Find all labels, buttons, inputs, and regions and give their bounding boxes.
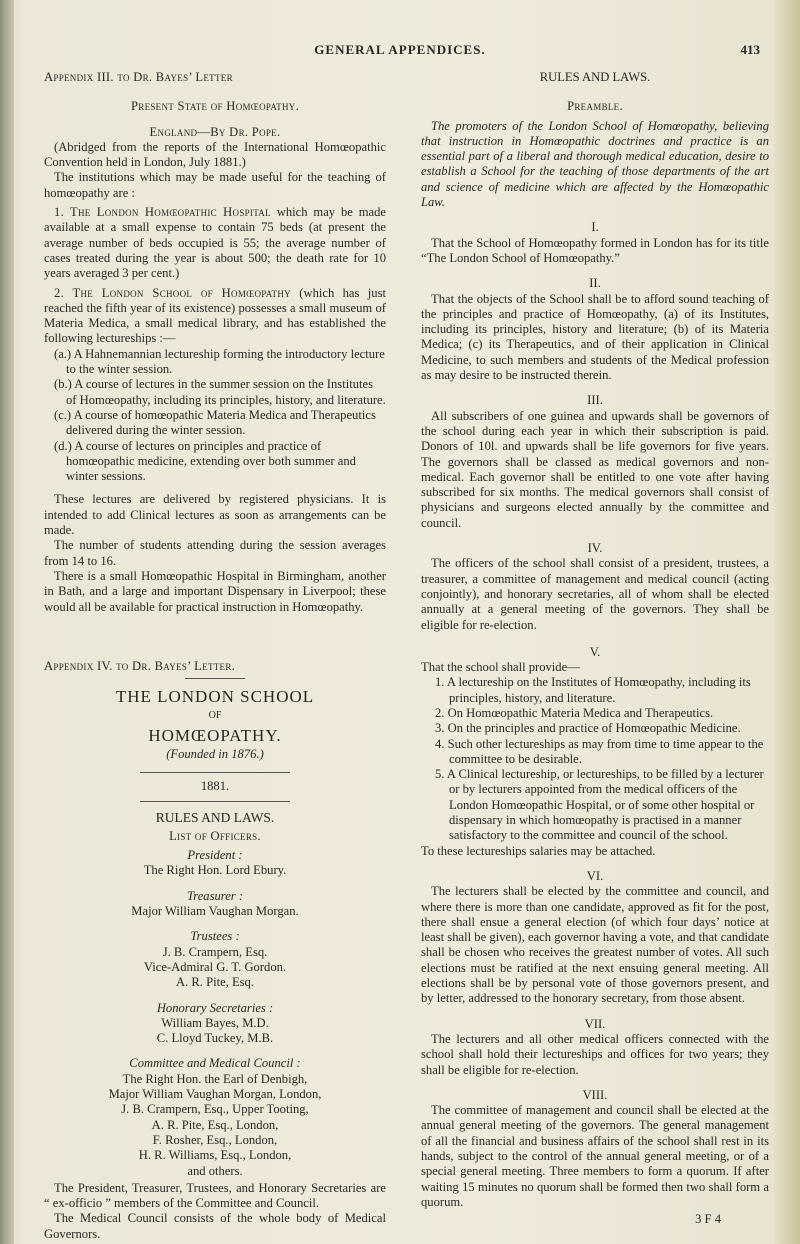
rule-text: The committee of management and council shall be elected at the annual general meeting of the governors. The general management of all the financial and business affairs of the school shall rest in its hands, subject to the control of the annual general meeting, or of a special general meeting. Three members to form a quorum. If after waiting 15 minutes no quorum shall be formed then two shall form a quorum. [421, 1103, 769, 1209]
left-column [44, 66, 386, 1242]
rule-5-outro: To these lectureships salaries may be attached. [421, 843, 656, 858]
divider [140, 801, 290, 802]
rule-number: VI. [586, 868, 604, 883]
rule-5-item: 5. A Clinical lectureship, or lectureships, to be filled by a lecturer or by lecturers appointed from the medical officers of the London Homœopathic Hospital, or of some other hospital or dispensary in which homœopathy is practised in a manner satisfactory to the committee and council of the school. [435, 767, 764, 843]
rules-title: RULES AND LAWS. [155, 809, 275, 825]
students-paragraph: The number of students attending during the session averages from 14 to 16. [44, 538, 386, 568]
preamble-heading: Preamble. [567, 99, 623, 114]
rule-5-item: 2. On Homœopathic Materia Medica and Therapeutics. [435, 705, 714, 720]
item-1-text: which may be made available at a small expense to contain 75 beds (at present the average number of beds occupied is 55; the average number of cases treated during the year is about 500; the death rate for 10 years averaged 3 per cent.) [44, 205, 386, 281]
committee-item: and others. [187, 1163, 243, 1178]
rule-text: The lecturers and all other medical officers connected with the school shall hold their lectureships and offices for two years; they shall be eligible for re-election. [421, 1031, 769, 1077]
council-paragraph: The Medical Council consists of the whole body of Medical Governors. [44, 1211, 386, 1241]
rule-number: IV. [587, 541, 603, 556]
item-2-label: 2. The London School of Homœopathy [54, 285, 291, 300]
school-title: THE LONDON SCHOOL [115, 687, 315, 707]
treasurer-name: Major William Vaughan Morgan. [131, 904, 299, 919]
appendix-4-heading: Appendix IV. to Dr. Bayes’ Letter. [44, 658, 236, 673]
signature-mark: 3 F 4 [695, 1212, 721, 1227]
institutions-intro: The institutions which may be made useful for the teaching of homœopathy are : [44, 170, 386, 200]
committee-item: A. R. Pite, Esq., London, [151, 1117, 279, 1132]
rule-number: III. [587, 393, 603, 408]
sub-item-a: (a.) A Hahnemannian lectureship forming the introductory lecture to the winter session. [54, 346, 385, 377]
secretary-item: William Bayes, M.D. [161, 1015, 269, 1030]
rule-number: II. [589, 276, 601, 291]
running-header [0, 42, 800, 58]
rule-5-item: 4. Such other lectureships as may from time to time appear to the committee to be desirable. [435, 736, 764, 766]
rules-heading: RULES AND LAWS. [539, 70, 651, 84]
trustee-item: Vice-Admiral G. T. Gordon. [143, 959, 287, 974]
founded-note: (Founded in 1876.) [166, 746, 264, 761]
rule-number: VII. [584, 1016, 606, 1031]
england-heading: England—By Dr. Pope. [149, 124, 281, 139]
committee-item: H. R. Williams, Esq., London, [138, 1148, 292, 1163]
officers-heading: List of Officers. [169, 828, 261, 843]
abridged-note: (Abridged from the reports of the International Homœopathic Convention held in London, July 1881.) [44, 139, 386, 170]
treasurer-label: Treasurer : [186, 888, 244, 903]
item-1 [44, 205, 386, 281]
rule-number: V. [589, 644, 601, 659]
running-title: GENERAL APPENDICES. [314, 42, 486, 57]
rule-text: That the School of Homœopathy formed in London has for its title “The London School of Homœopathy.” [421, 235, 769, 265]
page-number: 413 [740, 42, 760, 57]
school-homoeopathy: HOMŒOPATHY. [148, 725, 282, 745]
committee-item: F. Rosher, Esq., London, [152, 1132, 278, 1147]
present-state-heading: Present State of Homœopathy. [130, 99, 300, 114]
secretaries-label: Honorary Secretaries : [156, 1000, 274, 1015]
secretary-item: C. Lloyd Tuckey, M.B. [156, 1031, 274, 1046]
school-of: OF [208, 710, 222, 722]
president-name: The Right Hon. Lord Ebury. [143, 863, 287, 878]
trustee-item: A. R. Pite, Esq. [175, 975, 255, 990]
year-heading: 1881. [200, 779, 230, 794]
page-binding-edge [0, 0, 14, 1244]
committee-item: Major William Vaughan Morgan, London, [108, 1087, 322, 1102]
rule-text: All subscribers of one guinea and upwards shall be governors of the school during each year in which their subscription is paid. Donors of 10l. and upwards shall be life governors for five years. The governors shall be classed as medical governors and non-medical. Each governor shall be entitled to one vote after having subscribed for six months. The medical governors shall consist of physicians and surgeons elected annually by the committee and council. [421, 408, 769, 530]
ex-officio-paragraph: The President, Treasurer, Trustees, and Honorary Secretaries are “ ex-officio ” members of the Committee and Council. [44, 1180, 386, 1211]
trustee-item: J. B. Crampern, Esq. [162, 944, 268, 959]
rule-5-intro: That the school shall provide— [421, 660, 580, 675]
item-2-text: (which has just reached the fifth year of its existence) possesses a small museum of Materia Medica, a small medical library, and has established the following lectureships :— [44, 285, 386, 346]
item-2 [44, 286, 386, 347]
page-right-edge [774, 0, 800, 1244]
rule-number: I. [591, 220, 599, 235]
right-column [421, 66, 769, 1227]
sub-item-b: (b.) A course of lectures in the summer session on the Institutes of Homœopathy, including its principles, history, and literature. [54, 377, 386, 407]
president-label: President : [187, 848, 243, 863]
committee-item: The Right Hon. the Earl of Denbigh, [122, 1071, 308, 1086]
rule-text: The officers of the school shall consist of a president, trustees, a treasurer, a committee of management and medical council (acting conjointly), and honorary secretaries, all of whom shall be elected annually at a general meeting of the governors. They shall be eligible for re-election. [421, 556, 769, 632]
sub-item-d: (d.) A course of lectures on principles and practice of homœopathic medicine, extending over both summer and winter sessions. [54, 438, 356, 484]
sub-item-c: (c.) A course of homœopathic Materia Medica and Therapeutics delivered during the winter session. [54, 407, 376, 438]
rule-text: That the objects of the School shall be to afford sound teaching of the principles and practice of Homœopathy, (a) of its Institutes, including its principles, history and literature; (b) of its Materia Medica; (c) its Therapeutics, and of their application in Clinical Medicine, to such members and students of the Medical profession as may desire to be instructed therein. [421, 291, 769, 383]
rule-number: VIII. [582, 1087, 608, 1102]
appendix-3-heading: Appendix III. to Dr. Bayes’ Letter [44, 70, 233, 84]
item-1-label: 1. The London Homœopathic Hospital [54, 205, 271, 220]
birmingham-paragraph: There is a small Homœopathic Hospital in Birmingham, another in Bath, and a large and important Dispensary in Liverpool; these would all be available for practical instruction in Homœopathy. [44, 568, 386, 614]
rule-text: The lecturers shall be elected by the committee and council, and where there is more than one candidate, approved as fit for the post, there shall ensue a general election (of which four days’ notice at least shall be given), each governor having a vote, and that candidate shall be chosen who receives the greatest number of votes. All such elections must be ratified at the next ensuing general meeting. All elections shall be by personal vote of those governors present, and by letter, addressed to the honorary secretary, from those absent. [421, 884, 769, 1006]
committee-label: Committee and Medical Council : [129, 1056, 301, 1071]
lectures-paragraph: These lectures are delivered by registered physicians. It is intended to add Clinical lectures as soon as arrangements can be made. [44, 492, 386, 538]
trustees-label: Trustees : [190, 929, 240, 944]
rule-5-item: 1. A lectureship on the Institutes of Homœopathy, including its principles, history, and literature. [435, 675, 751, 705]
preamble-text: The promoters of the London School of Homœopathy, believing that instruction in Homœopathic doctrines and practice is an essential part of a liberal and thorough medical education, desire to establish a School for the teaching of those departments of the art and science of medicine which are affected by the Homœopathic Law. [421, 118, 769, 210]
divider [140, 772, 290, 773]
committee-item: J. B. Crampern, Esq., Upper Tooting, [121, 1102, 309, 1117]
rule-5-item: 3. On the principles and practice of Homœopathic Medicine. [435, 721, 741, 736]
divider [185, 678, 245, 679]
